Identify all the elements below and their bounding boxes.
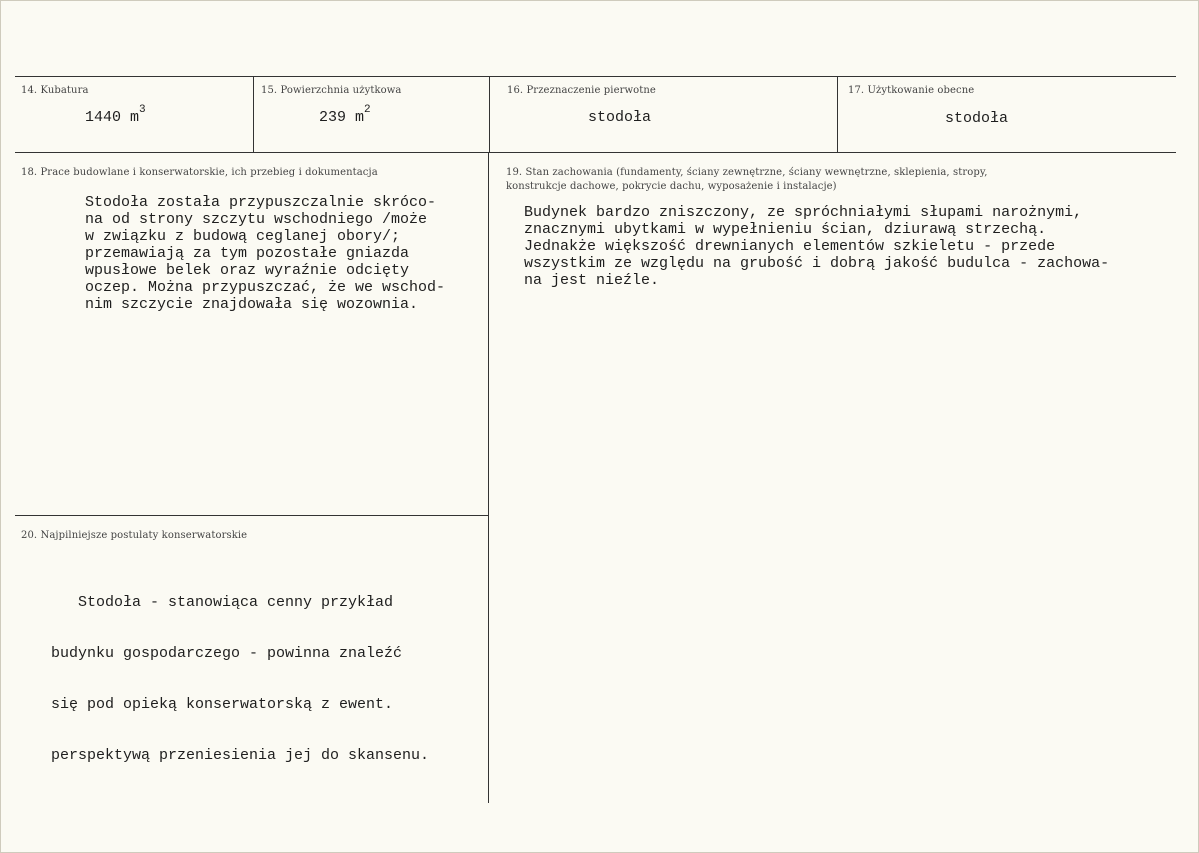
field-15-number: 239 m [319,109,365,126]
field-19-label-line1: 19. Stan zachowania (fundamenty, ściany zewnętrzne, ściany wewnętrzne, sklepienia, stropy, [506,167,988,178]
field-16-label: 16. Przeznaczenie pierwotne [507,85,656,96]
field-18-line: nim szczycie znajdowała się wozownia. [85,296,419,313]
field-19-line: znacznymi ubytkami w wypełnieniu ścian, dziurawą strzechą. [524,221,1047,238]
field-19-line: Budynek bardzo zniszczony, ze spróchniałymi słupami narożnymi, [524,204,1083,221]
field-19-line: Jednakże większość drewnianych elementów szkieletu - przede [524,238,1056,255]
rule-18-20 [15,515,488,516]
separator-14-15 [253,77,254,152]
field-17-value: stodoła [945,110,1009,127]
field-18-line: Stodoła została przypuszczalnie skróco- [85,194,437,211]
field-18-line: w związku z budową ceglanej obory/; [85,228,401,245]
field-19-line: na jest nieźle. [524,272,660,289]
field-15-value [319,104,371,126]
field-15-label: 15. Powierzchnia użytkowa [261,85,402,96]
field-18-text [85,194,445,313]
field-20-line: budynku gospodarczego - powinna znaleźć [51,645,403,662]
row1-bottom-rule [15,152,1176,153]
separator-16-17 [837,77,838,152]
field-16-value: stodoła [588,109,652,126]
field-14-value [85,104,146,126]
field-15-unit-exponent: 2 [364,104,371,116]
field-18-line: na od strony szczytu wschodniego /może [85,211,428,228]
field-20-text [51,560,429,798]
field-19-text [524,204,1109,289]
field-19-line: wszystkim ze względu na grubość i dobrą jakość budulca - zachowa- [524,255,1110,272]
field-20-line: perspektywą przeniesienia jej do skansenu. [51,747,430,764]
field-19-label-line2: konstrukcje dachowe, pokrycie dachu, wyposażenie i instalacje) [506,181,837,192]
separator-15-16 [489,77,490,152]
field-18-label: 18. Prace budowlane i konserwatorskie, ich przebieg i dokumentacja [21,167,378,178]
field-18-line: oczep. Można przypuszczać, że we wschod- [85,279,446,296]
field-20-label: 20. Najpilniejsze postulaty konserwatorskie [21,530,248,541]
field-20-line: się pod opieką konserwatorską z ewent. [51,696,394,713]
field-20-line: Stodoła - stanowiąca cenny przykład [51,594,394,611]
separator-18-19 [488,153,489,803]
field-18-line: przemawiają za tym pozostałe gniazda [85,245,410,262]
field-14-unit-exponent: 3 [139,104,146,116]
field-14-label: 14. Kubatura [21,85,89,96]
field-17-label: 17. Użytkowanie obecne [848,85,975,96]
top-rule [15,76,1176,77]
field-14-number: 1440 m [85,109,140,126]
field-18-line: wpusłowe belek oraz wyraźnie odcięty [85,262,410,279]
